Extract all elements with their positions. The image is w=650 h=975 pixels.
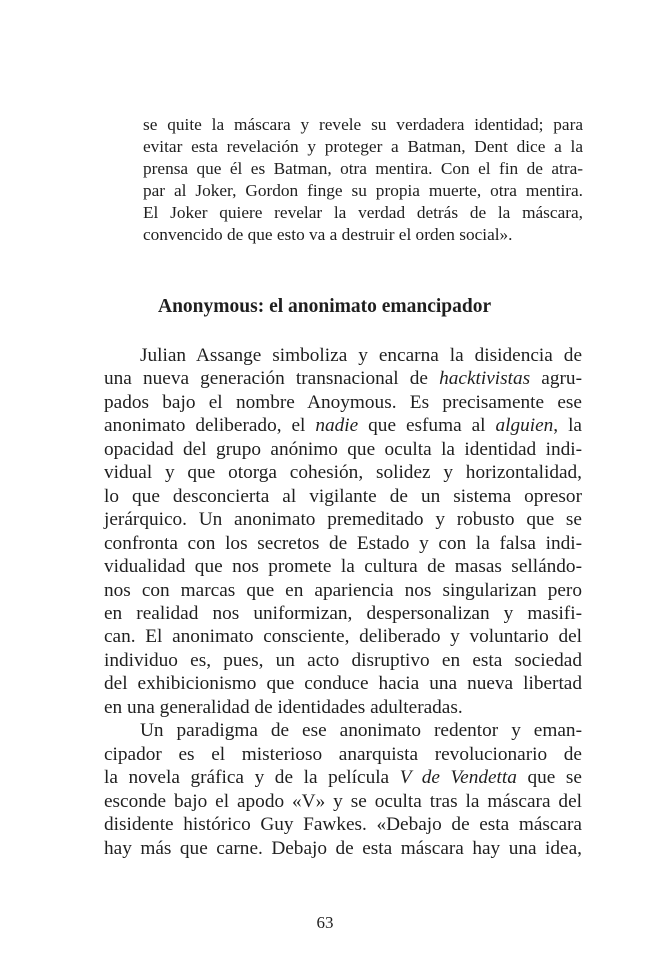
paragraph-line: can. El anonimato consciente, deliberado y voluntario del bbox=[104, 626, 582, 648]
paragraph-line: disidente histórico Guy Fawkes. «Debajo de esta máscara bbox=[104, 814, 582, 836]
paragraph-line: vidual y que otorga cohesión, solidez y horizontalidad, bbox=[104, 462, 582, 484]
page-number: 63 bbox=[316, 913, 334, 932]
section-heading: Anonymous: el anonimato emancipador bbox=[158, 296, 492, 317]
italic-title: V de Vendetta bbox=[399, 767, 517, 789]
paragraph-line: jerárquico. Un anonimato premeditado y robusto que se bbox=[104, 509, 582, 531]
paragraph-line: en una generalidad de identidades adulteradas. bbox=[104, 696, 463, 718]
paragraph-line: nos con marcas que en apariencia nos singularizan pero bbox=[104, 579, 582, 601]
paragraph-line: cipador es el misterioso anarquista revolucionario de bbox=[104, 743, 582, 765]
paragraph-1 bbox=[104, 344, 582, 719]
paragraph-line bbox=[104, 414, 582, 437]
paragraph-line: confronta con los secretos de Estado y con la falsa indi- bbox=[104, 532, 582, 554]
quote-line: convencido de que esto va a destruir el orden social». bbox=[143, 225, 513, 244]
paragraph-line bbox=[104, 367, 582, 390]
paragraph-line: del exhibicionismo que conduce hacia una nueva libertad bbox=[104, 673, 582, 695]
italic-term: nadie bbox=[315, 415, 359, 437]
text-run: la novela gráfica y de la película bbox=[104, 767, 400, 789]
quote-line: par al Joker, Gordon finge su propia muerte, otra mentira. bbox=[143, 181, 583, 200]
paragraph-line: esconde bajo el apodo «V» y se oculta tras la máscara del bbox=[104, 790, 582, 812]
quote-line: evitar esta revelación y proteger a Batman, Dent dice a la bbox=[143, 137, 583, 156]
paragraph-line: hay más que carne. Debajo de esta máscara hay una idea, bbox=[104, 837, 582, 859]
text-run: que se bbox=[516, 767, 582, 789]
paragraph-line: opacidad del grupo anónimo que oculta la identidad indi- bbox=[104, 438, 582, 460]
text-run: que esfuma al bbox=[358, 415, 496, 437]
paragraph-line bbox=[104, 766, 582, 789]
paragraph-line: en realidad nos uniformizan, despersonalizan y masifi- bbox=[104, 602, 582, 624]
paragraph-line: pados bajo el nombre Anoymous. Es precisamente ese bbox=[104, 391, 582, 413]
quote-line: prensa que él es Batman, otra mentira. Con el fin de atra- bbox=[143, 159, 583, 178]
italic-term: hacktivistas bbox=[439, 368, 531, 390]
paragraph-line: Un paradigma de ese anonimato redentor y eman- bbox=[140, 720, 582, 742]
block-quote bbox=[143, 114, 583, 246]
quote-line: El Joker quiere revelar la verdad detrás de la máscara, bbox=[143, 203, 583, 222]
italic-term: alguien bbox=[495, 415, 554, 437]
text-run: agru- bbox=[530, 368, 582, 390]
paragraph-line: vidualidad que nos promete la cultura de masas sellándo- bbox=[104, 556, 582, 578]
body-text bbox=[104, 344, 582, 860]
paragraph-line: individuo es, pues, un acto disruptivo en esta sociedad bbox=[104, 649, 582, 671]
paragraph-line: Julian Assange simboliza y encarna la disidencia de bbox=[140, 345, 582, 366]
paragraph-line: lo que desconcierta al vigilante de un sistema opresor bbox=[104, 485, 582, 507]
quote-line: se quite la máscara y revele su verdadera identidad; para bbox=[143, 115, 583, 134]
text-run: anonimato deliberado, el bbox=[104, 415, 316, 437]
text-run: , la bbox=[553, 415, 582, 437]
text-run: una nueva generación transnacional de bbox=[104, 368, 440, 390]
paragraph-2 bbox=[104, 719, 582, 860]
